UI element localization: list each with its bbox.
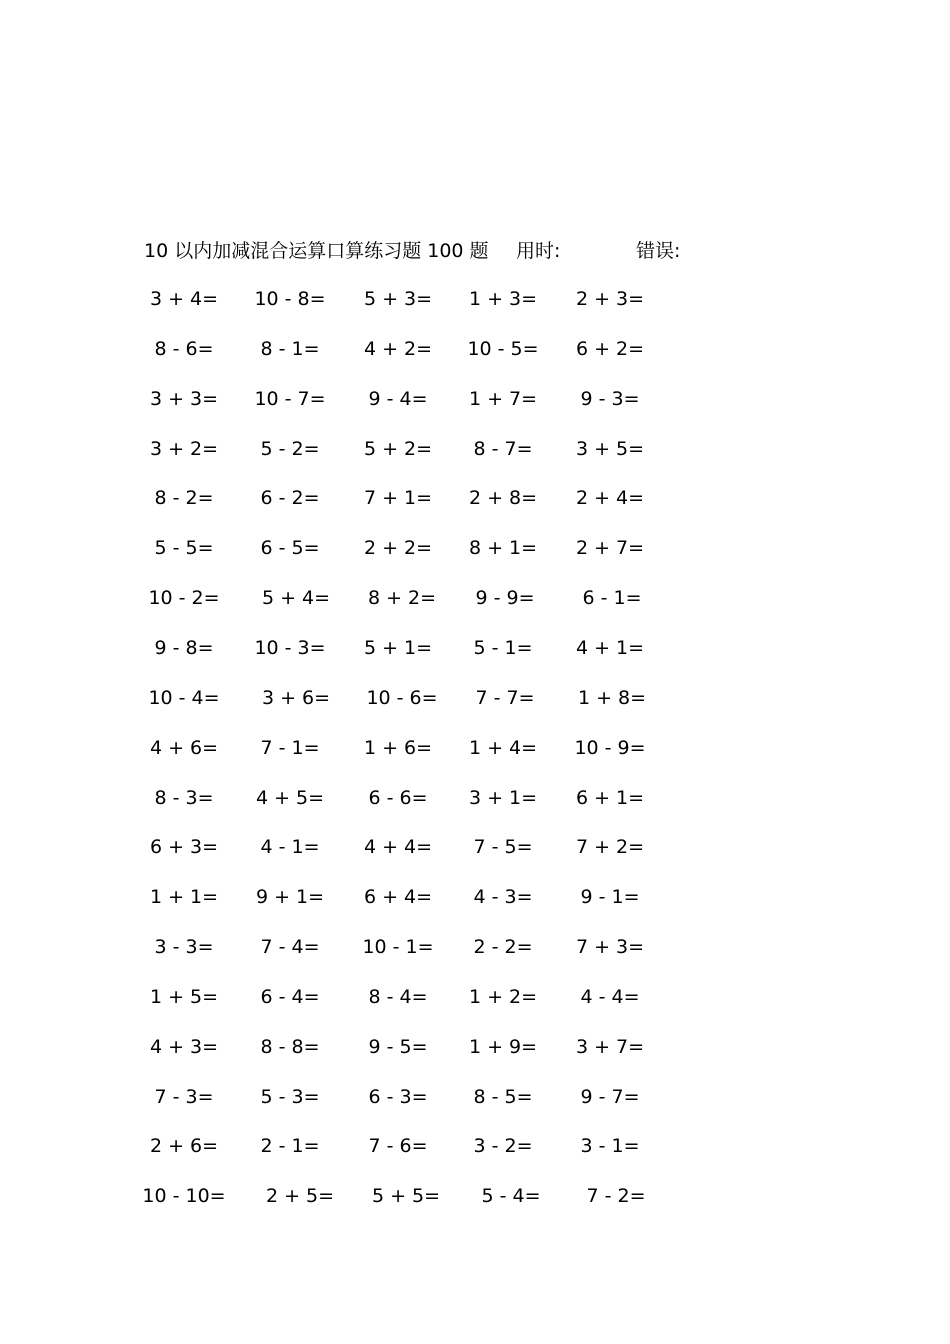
arithmetic-problem: 9 - 1= bbox=[580, 886, 640, 909]
arithmetic-problem: 10 - 5= bbox=[467, 337, 539, 360]
arithmetic-problem: 5 - 4= bbox=[481, 1185, 541, 1208]
arithmetic-problem: 3 + 6= bbox=[261, 686, 331, 709]
arithmetic-problem: 4 - 3= bbox=[473, 886, 533, 909]
arithmetic-problem: 3 + 5= bbox=[575, 437, 645, 460]
arithmetic-problem: 6 + 1= bbox=[575, 786, 645, 809]
arithmetic-problem: 6 + 4= bbox=[363, 886, 433, 909]
arithmetic-problem: 8 + 2= bbox=[367, 587, 437, 610]
arithmetic-problem: 5 - 3= bbox=[260, 1085, 320, 1108]
arithmetic-problem: 5 - 2= bbox=[260, 437, 320, 460]
arithmetic-problem: 8 + 1= bbox=[468, 537, 538, 560]
arithmetic-problem: 4 + 5= bbox=[255, 786, 325, 809]
arithmetic-problem: 4 + 6= bbox=[149, 736, 219, 759]
arithmetic-problem: 6 - 6= bbox=[368, 786, 428, 809]
arithmetic-problem: 3 + 1= bbox=[468, 786, 538, 809]
arithmetic-problem: 10 - 4= bbox=[148, 686, 220, 709]
arithmetic-problem: 7 + 2= bbox=[575, 836, 645, 859]
arithmetic-problem: 3 - 3= bbox=[154, 936, 214, 959]
arithmetic-problem: 9 - 4= bbox=[368, 387, 428, 410]
arithmetic-problem: 6 - 4= bbox=[260, 985, 320, 1008]
arithmetic-problem: 9 - 3= bbox=[580, 387, 640, 410]
arithmetic-problem: 2 - 1= bbox=[260, 1135, 320, 1158]
arithmetic-problem: 9 - 9= bbox=[475, 587, 535, 610]
arithmetic-problem: 6 - 1= bbox=[582, 587, 642, 610]
arithmetic-problem: 4 - 1= bbox=[260, 836, 320, 859]
arithmetic-problem: 9 - 8= bbox=[154, 636, 214, 659]
arithmetic-problem: 1 + 6= bbox=[363, 736, 433, 759]
arithmetic-problem: 4 + 2= bbox=[363, 337, 433, 360]
arithmetic-problem: 7 + 1= bbox=[363, 487, 433, 510]
arithmetic-problem: 7 - 2= bbox=[586, 1185, 646, 1208]
arithmetic-problem: 5 + 3= bbox=[363, 288, 433, 310]
arithmetic-problem: 3 + 4= bbox=[149, 288, 219, 310]
arithmetic-problem: 6 - 5= bbox=[260, 537, 320, 560]
arithmetic-problem: 10 - 9= bbox=[574, 736, 646, 759]
arithmetic-problem: 2 + 7= bbox=[575, 537, 645, 560]
arithmetic-problem: 8 - 8= bbox=[260, 1035, 320, 1058]
arithmetic-problem: 7 - 4= bbox=[260, 936, 320, 959]
arithmetic-problem: 3 + 7= bbox=[575, 1035, 645, 1058]
arithmetic-problem: 10 - 8= bbox=[254, 288, 326, 310]
arithmetic-problem: 2 + 6= bbox=[149, 1135, 219, 1158]
arithmetic-problem: 2 - 2= bbox=[473, 936, 533, 959]
arithmetic-problem: 1 + 8= bbox=[577, 686, 647, 709]
arithmetic-problem: 8 - 2= bbox=[154, 487, 214, 510]
arithmetic-problem: 2 + 3= bbox=[575, 288, 645, 310]
arithmetic-problem: 4 + 1= bbox=[575, 636, 645, 659]
arithmetic-problem: 9 + 1= bbox=[255, 886, 325, 909]
arithmetic-problem: 5 + 1= bbox=[363, 636, 433, 659]
arithmetic-problem: 1 + 3= bbox=[468, 288, 538, 310]
arithmetic-problem: 3 - 1= bbox=[580, 1135, 640, 1158]
arithmetic-problem: 8 - 3= bbox=[154, 786, 214, 809]
arithmetic-problem: 2 + 8= bbox=[468, 487, 538, 510]
arithmetic-problem: 8 - 6= bbox=[154, 337, 214, 360]
arithmetic-problem: 5 + 4= bbox=[261, 587, 331, 610]
arithmetic-problem: 10 - 7= bbox=[254, 387, 326, 410]
arithmetic-problem: 1 + 7= bbox=[468, 387, 538, 410]
arithmetic-problem: 10 - 6= bbox=[366, 686, 438, 709]
arithmetic-problem: 6 - 3= bbox=[368, 1085, 428, 1108]
arithmetic-problem: 7 - 7= bbox=[475, 686, 535, 709]
arithmetic-problem: 10 - 1= bbox=[362, 936, 434, 959]
arithmetic-problem: 1 + 1= bbox=[149, 886, 219, 909]
arithmetic-problem: 2 + 5= bbox=[265, 1185, 335, 1208]
arithmetic-problem: 5 - 1= bbox=[473, 636, 533, 659]
arithmetic-problem: 5 - 5= bbox=[154, 537, 214, 560]
arithmetic-problem: 4 + 3= bbox=[149, 1035, 219, 1058]
arithmetic-problem: 7 - 1= bbox=[260, 736, 320, 759]
arithmetic-problem: 6 + 3= bbox=[149, 836, 219, 859]
arithmetic-problem: 10 - 3= bbox=[254, 636, 326, 659]
arithmetic-problem: 8 - 1= bbox=[260, 337, 320, 360]
arithmetic-problem: 7 - 6= bbox=[368, 1135, 428, 1158]
arithmetic-problem: 2 + 4= bbox=[575, 487, 645, 510]
arithmetic-problem: 7 - 3= bbox=[154, 1085, 214, 1108]
arithmetic-problem: 8 - 5= bbox=[473, 1085, 533, 1108]
arithmetic-problem: 9 - 5= bbox=[368, 1035, 428, 1058]
arithmetic-problem: 7 - 5= bbox=[473, 836, 533, 859]
arithmetic-problem: 5 + 5= bbox=[371, 1185, 441, 1208]
arithmetic-problem: 6 + 2= bbox=[575, 337, 645, 360]
arithmetic-problem: 2 + 2= bbox=[363, 537, 433, 560]
error-count-label: 错误: bbox=[636, 240, 681, 262]
arithmetic-problem: 4 - 4= bbox=[580, 985, 640, 1008]
arithmetic-problem: 6 - 2= bbox=[260, 487, 320, 510]
arithmetic-problem: 3 - 2= bbox=[473, 1135, 533, 1158]
worksheet-title: 10 以内加减混合运算口算练习题 100 题 bbox=[144, 240, 489, 262]
arithmetic-problem: 8 - 4= bbox=[368, 985, 428, 1008]
arithmetic-problem: 3 + 2= bbox=[149, 437, 219, 460]
arithmetic-problem: 1 + 4= bbox=[468, 736, 538, 759]
arithmetic-problem: 9 - 7= bbox=[580, 1085, 640, 1108]
arithmetic-problem: 7 + 3= bbox=[575, 936, 645, 959]
arithmetic-problem: 5 + 2= bbox=[363, 437, 433, 460]
arithmetic-problem: 4 + 4= bbox=[363, 836, 433, 859]
arithmetic-problem: 8 - 7= bbox=[473, 437, 533, 460]
arithmetic-problem: 3 + 3= bbox=[149, 387, 219, 410]
arithmetic-problem: 1 + 5= bbox=[149, 985, 219, 1008]
arithmetic-problem: 1 + 9= bbox=[468, 1035, 538, 1058]
arithmetic-problem: 10 - 2= bbox=[148, 587, 220, 610]
arithmetic-problem: 1 + 2= bbox=[468, 985, 538, 1008]
time-used-label: 用时: bbox=[516, 240, 561, 262]
arithmetic-problem: 10 - 10= bbox=[142, 1185, 226, 1208]
